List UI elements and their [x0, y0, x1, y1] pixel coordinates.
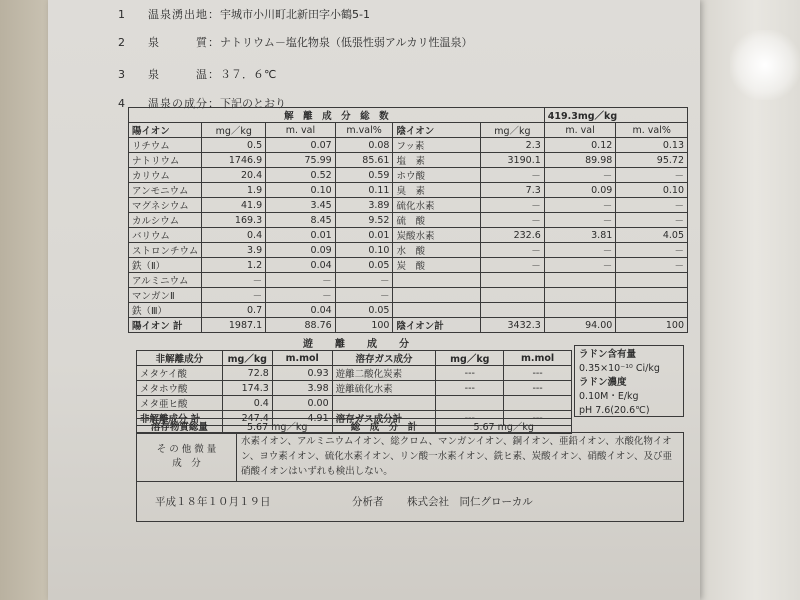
anion-cell: －	[616, 258, 688, 273]
gas-cell: ---	[436, 381, 504, 396]
anion-cell: 4.05	[616, 228, 688, 243]
anion-cell	[544, 288, 616, 303]
anion-cell: ホウ酸	[393, 168, 481, 183]
light-glare	[730, 30, 800, 100]
cation-cell: 0.11	[335, 183, 393, 198]
anion-cell: 232.6	[481, 228, 545, 243]
header-key: 温泉の成分：	[148, 97, 220, 110]
cation-cell: バリウム	[129, 228, 202, 243]
table-row	[129, 228, 688, 243]
header-value: ナトリウム－塩化物泉（低張性弱アルカリ性温泉）	[220, 36, 473, 49]
anion-cell: －	[616, 198, 688, 213]
cation-cell: 0.5	[202, 138, 266, 153]
cation-cell: 0.08	[335, 138, 393, 153]
nondissoc-cell: メタ亜ヒ酸	[137, 396, 223, 411]
nondissoc-total-cell: 247.4	[222, 411, 272, 426]
gas-header-cell: mg／kg	[436, 351, 504, 366]
wall-left	[0, 0, 48, 600]
grand-total-label: 総 成 分 計	[332, 419, 436, 434]
radon-value-1: 0.35×10⁻¹⁰ Ci/kg	[579, 363, 660, 374]
cation-cell: 75.99	[266, 153, 336, 168]
cation-cell: 3.9	[202, 243, 266, 258]
nondissoc-cell: 0.93	[272, 366, 332, 381]
anion-cell	[481, 273, 545, 288]
anion-cell	[393, 288, 481, 303]
cation-cell: 0.4	[202, 228, 266, 243]
cation-cell: －	[335, 273, 393, 288]
anion-cell: －	[481, 168, 545, 183]
cation-cell: アンモニウム	[129, 183, 202, 198]
dissociated-title: 解 離 成 分 総 数	[129, 108, 545, 123]
cation-cell: 3.45	[266, 198, 336, 213]
nondissoc-cell: 72.8	[222, 366, 272, 381]
cation-header-cell: m.val%	[335, 123, 393, 138]
gas-total-cell: ---	[436, 411, 504, 426]
cation-cell: －	[266, 288, 336, 303]
cation-cell: カルシウム	[129, 213, 202, 228]
cation-cell: 0.07	[266, 138, 336, 153]
anion-cell: －	[481, 243, 545, 258]
anion-cell: 7.3	[481, 183, 545, 198]
nondissoc-header-cell: mg／kg	[222, 351, 272, 366]
gas-header-cell: m.mol	[504, 351, 572, 366]
table-row	[129, 258, 688, 273]
free-header-row	[137, 351, 572, 366]
anion-cell: －	[544, 243, 616, 258]
cation-cell: 0.05	[335, 303, 393, 318]
report-date: 平成１８年１０月１９日	[155, 496, 271, 508]
nondissoc-cell: 174.3	[222, 381, 272, 396]
anion-cell: 89.98	[544, 153, 616, 168]
cation-cell: 0.05	[335, 258, 393, 273]
header-line-3	[118, 66, 276, 82]
anion-cell	[616, 288, 688, 303]
cation-cell: リチウム	[129, 138, 202, 153]
gas-cell: 遊離二酸化炭素	[332, 366, 436, 381]
cation-total-cell: 陽イオン 計	[129, 318, 202, 333]
anion-total-cell: 陰イオン計	[393, 318, 481, 333]
nondissoc-header-cell: 非解離成分	[137, 351, 223, 366]
ph-value: pH 7.6(20.6℃)	[579, 405, 650, 416]
anion-cell: 臭 素	[393, 183, 481, 198]
cation-cell: 0.01	[335, 228, 393, 243]
anion-cell	[393, 273, 481, 288]
gas-total-cell: 溶存ガス成分計	[332, 411, 436, 426]
table-row	[129, 183, 688, 198]
header-line-1	[118, 6, 370, 22]
footer-box	[136, 482, 684, 522]
cation-cell: 0.10	[335, 243, 393, 258]
cation-cell: 0.01	[266, 228, 336, 243]
nondissoc-cell: メタホウ酸	[137, 381, 223, 396]
cation-cell: －	[335, 288, 393, 303]
cation-cell: 0.10	[266, 183, 336, 198]
anion-header-cell: m. val	[544, 123, 616, 138]
cation-cell: ストロンチウム	[129, 243, 202, 258]
anion-cell: 3.81	[544, 228, 616, 243]
cation-header-cell: m. val	[266, 123, 336, 138]
anion-cell: －	[481, 213, 545, 228]
anion-cell: －	[481, 258, 545, 273]
free-components-table	[136, 350, 572, 426]
cation-cell: 鉄（Ⅱ）	[129, 258, 202, 273]
table-row	[129, 288, 688, 303]
dissociated-table	[128, 107, 688, 333]
analyst-name: 株式会社 同仁グローカル	[407, 496, 533, 508]
cation-cell: 1.2	[202, 258, 266, 273]
cation-cell: アルミニウム	[129, 273, 202, 288]
anion-total-cell: 94.00	[544, 318, 616, 333]
anion-cell: －	[544, 258, 616, 273]
gas-cell: ---	[504, 381, 572, 396]
dissociated-total: 419.3mg／kg	[544, 108, 687, 123]
cation-cell: 1746.9	[202, 153, 266, 168]
wall-right	[688, 0, 800, 600]
anion-cell: 炭酸水素	[393, 228, 481, 243]
trace-text: 水素イオン、アルミニウムイオン、総クロム、マンガンイオン、銅イオン、亜鉛イオン、水酸化物イオン、ヨウ素イオン、硫化水素イオン、リン酸一水素イオン、銑ヒ素、炭酸イオン、硝酸イオン、及び亜硝酸イオンはいずれも検出しない。	[241, 436, 673, 477]
header-key: 泉 質：	[148, 36, 220, 49]
anion-cell: 硫 酸	[393, 213, 481, 228]
gas-header-cell: 溶存ガス成分	[332, 351, 436, 366]
anion-header-cell: m. val%	[616, 123, 688, 138]
anion-header-cell: 陰イオン	[393, 123, 481, 138]
anion-cell	[544, 273, 616, 288]
trace-label-line-1: そ の 他 微 量	[156, 444, 217, 455]
cation-cell: －	[202, 273, 266, 288]
anion-cell	[616, 273, 688, 288]
table-row	[129, 168, 688, 183]
anion-cell: 硫化水素	[393, 198, 481, 213]
analysis-sheet	[48, 0, 700, 600]
cation-cell: 鉄（Ⅲ）	[129, 303, 202, 318]
cation-cell: 85.61	[335, 153, 393, 168]
cation-cell: 0.52	[266, 168, 336, 183]
cation-cell: －	[266, 273, 336, 288]
gas-cell: 遊離硫化水素	[332, 381, 436, 396]
cation-cell: 0.04	[266, 258, 336, 273]
anion-cell	[616, 303, 688, 318]
header-num: 2	[118, 36, 125, 49]
cation-cell: 0.04	[266, 303, 336, 318]
cation-cell: マグネシウム	[129, 198, 202, 213]
table-row	[137, 396, 572, 411]
header-value: 宇城市小川町北新田字小鶴5-1	[220, 8, 370, 21]
anion-cell	[544, 303, 616, 318]
cation-cell: マンガンⅡ	[129, 288, 202, 303]
table-row	[137, 381, 572, 396]
cation-total-cell: 88.76	[266, 318, 336, 333]
header-value: 下記のとおり	[220, 97, 286, 110]
cation-header-cell: 陽イオン	[129, 123, 202, 138]
gas-cell: ---	[504, 366, 572, 381]
cation-cell: カリウム	[129, 168, 202, 183]
radon-box	[574, 345, 684, 417]
anion-cell: －	[544, 213, 616, 228]
nondissoc-cell: メタケイ酸	[137, 366, 223, 381]
anion-cell	[481, 288, 545, 303]
anion-cell: 2.3	[481, 138, 545, 153]
anion-cell: 炭 酸	[393, 258, 481, 273]
dissolved-total-value: 5.67 mg／kg	[222, 419, 332, 434]
anion-cell: －	[616, 213, 688, 228]
anion-cell: －	[616, 243, 688, 258]
radon-title-2: ラドン濃度	[579, 377, 627, 388]
table-row	[129, 213, 688, 228]
radon-title-1: ラドン含有量	[579, 349, 637, 360]
dissociated-header-row	[129, 123, 688, 138]
nondissoc-total-cell: 4.91	[272, 411, 332, 426]
cation-cell: 1.9	[202, 183, 266, 198]
dissociated-total-row	[129, 318, 688, 333]
cation-cell: 20.4	[202, 168, 266, 183]
free-components-title: 遊 離 成 分	[303, 339, 415, 350]
anion-cell: フッ素	[393, 138, 481, 153]
anion-cell: －	[616, 168, 688, 183]
anion-cell: 塩 素	[393, 153, 481, 168]
grand-total-value: 5.67 mg／kg	[436, 419, 572, 434]
cation-cell: 41.9	[202, 198, 266, 213]
cation-cell: 0.09	[266, 243, 336, 258]
anion-cell: 0.12	[544, 138, 616, 153]
table-row	[129, 243, 688, 258]
header-key: 温泉湧出地：	[148, 8, 220, 21]
anion-cell: 95.72	[616, 153, 688, 168]
nondissoc-header-cell: m.mol	[272, 351, 332, 366]
anion-header-cell: mg／kg	[481, 123, 545, 138]
anion-total-cell: 100	[616, 318, 688, 333]
cation-cell: 9.52	[335, 213, 393, 228]
gas-cell: ---	[436, 366, 504, 381]
nondissoc-total-cell: 非解離成分 計	[137, 411, 223, 426]
table-row	[129, 153, 688, 168]
header-key: 泉 温：	[148, 68, 220, 81]
nondissoc-cell: 3.98	[272, 381, 332, 396]
table-row	[137, 366, 572, 381]
anion-cell: 0.09	[544, 183, 616, 198]
gas-cell	[504, 396, 572, 411]
anion-cell: 0.10	[616, 183, 688, 198]
anion-cell: －	[481, 198, 545, 213]
cation-cell: 3.89	[335, 198, 393, 213]
analyst-label: 分析者	[352, 496, 384, 508]
header-line-2	[118, 34, 472, 50]
cation-total-cell: 100	[335, 318, 393, 333]
nondissoc-cell: 0.4	[222, 396, 272, 411]
header-num: 1	[118, 8, 125, 21]
nondissoc-cell: 0.00	[272, 396, 332, 411]
cation-header-cell: mg／kg	[202, 123, 266, 138]
trace-label-line-2: 成 分	[172, 458, 201, 469]
cation-total-cell: 1987.1	[202, 318, 266, 333]
anion-cell: －	[544, 168, 616, 183]
cation-cell: 0.59	[335, 168, 393, 183]
anion-cell	[481, 303, 545, 318]
anion-cell: 3190.1	[481, 153, 545, 168]
gas-cell	[436, 396, 504, 411]
anion-cell: －	[544, 198, 616, 213]
anion-cell	[393, 303, 481, 318]
anion-total-cell: 3432.3	[481, 318, 545, 333]
dissolved-total-label: 溶存物質総量	[137, 419, 223, 434]
anion-cell: 水 酸	[393, 243, 481, 258]
header-value: ３７．６℃	[220, 68, 277, 81]
cation-cell: 0.7	[202, 303, 266, 318]
cation-cell: ナトリウム	[129, 153, 202, 168]
table-row	[129, 303, 688, 318]
gas-total-cell: ---	[504, 411, 572, 426]
cation-cell: 8.45	[266, 213, 336, 228]
radon-value-2: 0.10M・E/kg	[579, 391, 639, 402]
header-num: 4	[118, 97, 125, 110]
trace-components-box	[136, 432, 684, 482]
trace-label-cell	[137, 433, 237, 481]
table-row	[129, 198, 688, 213]
gas-cell	[332, 396, 436, 411]
anion-cell: 0.13	[616, 138, 688, 153]
cation-cell: 169.3	[202, 213, 266, 228]
header-num: 3	[118, 68, 125, 81]
table-row	[129, 138, 688, 153]
table-row	[129, 273, 688, 288]
cation-cell: －	[202, 288, 266, 303]
